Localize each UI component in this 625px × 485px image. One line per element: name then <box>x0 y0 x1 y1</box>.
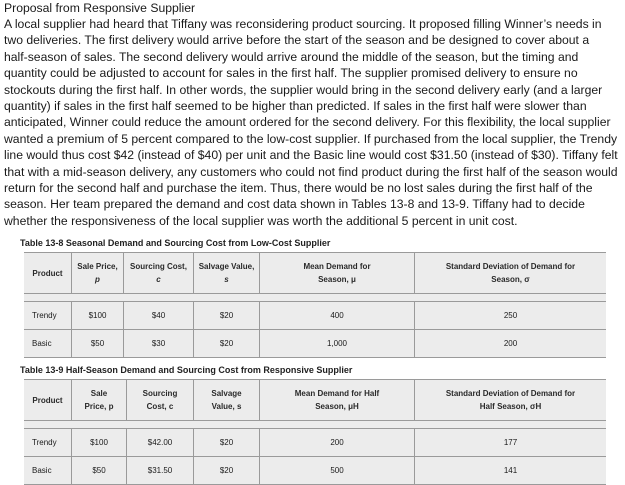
paragraph-line: anticipated, Winner could reduce the amount ordered for the second delivery. For this flexibility, the local supplier <box>4 115 611 130</box>
paragraph-line: quantity could be adjusted to account for sales in the first half. The supplier promised delivery to ensure no <box>4 66 578 81</box>
header-mean-demand-half: Mean Demand for Half Season, μH <box>260 380 415 420</box>
table-13-9 <box>24 379 606 485</box>
cell-salvage-value: $20 <box>194 330 260 357</box>
cell-std-dev: 250 <box>503 311 518 320</box>
cell-std-dev: 141 <box>503 466 518 475</box>
paragraph-line: half-season of sales. The second delivery would arrive around the middle of the season, but the timing and <box>4 49 579 64</box>
cell-mean-demand: 200 <box>260 429 415 456</box>
cell-mean-demand: 1,000 <box>260 330 415 357</box>
cell-salvage-value: $20 <box>194 457 260 484</box>
header-divider <box>24 293 606 301</box>
header-mean-demand: Mean Demand for Season, μ <box>260 253 415 293</box>
cell-sourcing-cost: $42.00 <box>127 429 194 456</box>
header-sourcing-cost: Sourcing Cost, c <box>124 253 194 293</box>
paragraph-line: stockouts during the first half. In other words, the supplier would bring in the second delivery early (and a larger <box>4 82 603 97</box>
cell-sourcing-cost: $31.50 <box>127 457 194 484</box>
table-13-8-caption: Table 13-8 Seasonal Demand and Sourcing Cost from Low-Cost Supplier <box>20 238 331 248</box>
paragraph-line: quantity) if sales in the first half seemed to be higher than predicted. If sales in the first half were slower than <box>4 98 587 113</box>
table-row <box>24 301 606 329</box>
paragraph-line: two deliveries. The first delivery would arrive before the start of the season and be designed to cover about a <box>4 33 590 48</box>
paragraph-line: A local supplier had heard that Tiffany was reconsidering product sourcing. It proposed filling Winner’s needs in <box>4 17 602 31</box>
table-13-9-caption: Table 13-9 Half-Season Demand and Sourcing Cost from Responsive Supplier <box>20 365 353 375</box>
cell-sale-price: $100 <box>72 302 124 329</box>
header-std-dev-demand: Standard Deviation of Demand for Season, σ <box>445 262 576 284</box>
cell-sale-price: $50 <box>72 457 127 484</box>
header-sale-price: Sale Price, p <box>72 380 127 420</box>
paragraph-line: return for the second half and purchase the item. Thus, there would be no lost sales during the first half of the <box>4 180 593 195</box>
cell-salvage-value: $20 <box>194 429 260 456</box>
table-header-row <box>24 380 606 420</box>
header-salvage-value: Salvage Value, s <box>194 253 260 293</box>
header-product: Product <box>24 253 72 293</box>
cell-mean-demand: 500 <box>260 457 415 484</box>
table-13-8 <box>24 252 606 358</box>
table-header-row <box>24 253 606 293</box>
paragraph-line: line would thus cost $42 (instead of $40) per unit and the Basic line would cost $31.50 (instead of $30). Tiffany felt <box>4 148 618 163</box>
cell-sale-price: $50 <box>72 330 124 357</box>
cell-product: Basic <box>24 457 72 484</box>
header-product: Product <box>24 380 72 420</box>
cell-product: Basic <box>24 330 72 357</box>
header-sourcing-cost: Sourcing Cost, c <box>127 380 194 420</box>
header-std-dev-half: Standard Deviation of Demand for Half Season, σH <box>445 389 576 411</box>
cell-std-dev: 177 <box>503 438 518 447</box>
cell-sourcing-cost: $40 <box>124 302 194 329</box>
cell-salvage-value: $20 <box>194 302 260 329</box>
cell-sourcing-cost: $30 <box>124 330 194 357</box>
body-paragraph <box>4 16 625 229</box>
cell-std-dev: 200 <box>503 339 518 348</box>
paragraph-line: wanted a premium of 5 percent compared to the low-cost supplier. If purchased from the local supplier, the Trendy <box>4 131 618 146</box>
table-row <box>24 428 606 456</box>
header-sale-price: Sale Price, p <box>72 253 124 293</box>
section-heading: Proposal from Responsive Supplier <box>4 1 196 15</box>
header-divider <box>24 420 606 428</box>
table-row <box>24 329 606 357</box>
paragraph-line: season. Her team prepared the demand and cost data shown in Tables 13-8 and 13-9. Tiffany had to decide <box>4 197 585 212</box>
paragraph-line: that with a mid-season delivery, any customers who could not find product during the first half of the season would <box>4 164 618 179</box>
header-salvage-value: Salvage Value, s <box>194 380 260 420</box>
cell-sale-price: $100 <box>72 429 127 456</box>
table-row <box>24 456 606 484</box>
cell-product: Trendy <box>24 302 72 329</box>
cell-product: Trendy <box>24 429 72 456</box>
paragraph-line: whether the responsiveness of the local supplier was worth the additional 5 percent in unit cost. <box>4 213 518 228</box>
cell-mean-demand: 400 <box>260 302 415 329</box>
